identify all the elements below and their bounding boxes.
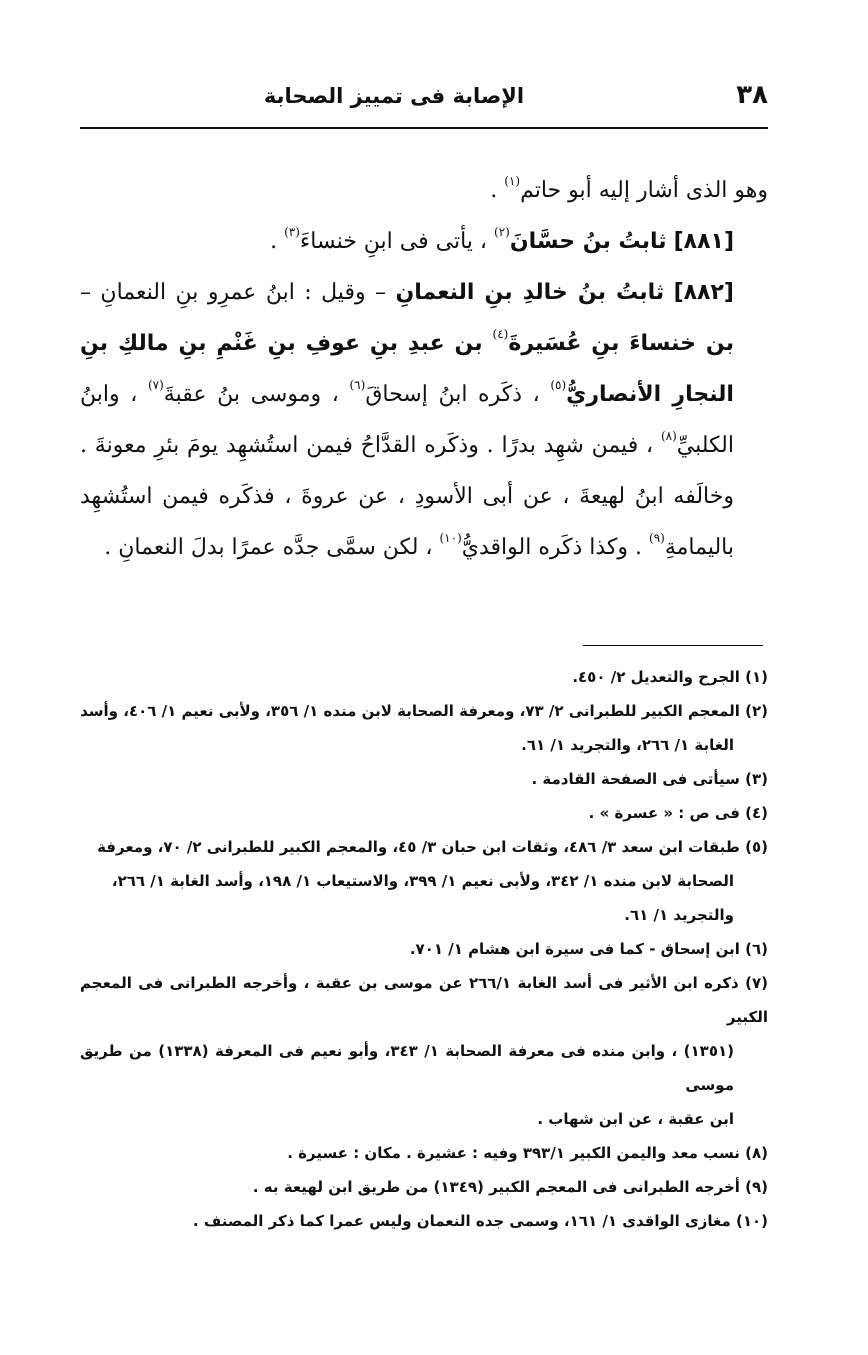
footnote-line: الصحابة لابن منده ١/ ٣٤٢، ولأبى نعيم ١/ ٣٩٩، والاستيعاب ١/ ١٩٨، وأسد الغابة ١/ ٢٦٦، [111, 872, 734, 890]
footnote-4 [80, 796, 768, 830]
intro-paragraph [80, 165, 768, 216]
entry-881 [80, 216, 768, 267]
entry-end: . [270, 229, 285, 254]
footnote-line: (٥) طبقات ابن سعد ٣/ ٤٨٦، وثقات ابن حبان ٣/ ٤٥، والمعجم الكبير للطبرانى ٢/ ٧٠، ومعرفة [97, 838, 768, 856]
footnote-ref: (٧) [147, 378, 164, 392]
entry-number: [٨٨٢] [673, 280, 734, 305]
entry-text: ، ذكَره ابنُ إسحاقَ [365, 382, 551, 407]
footnote-7-cont [80, 1102, 768, 1136]
footnote-line: (٨) نسب معد واليمن الكبير ٣٩٣/١ وفيه : عشيرة . مكان : عسيرة . [287, 1144, 768, 1162]
footnote-line: (٣) سيأتى فى الصفحة القادمة . [531, 770, 768, 788]
footnote-ref: (٨) [660, 429, 677, 443]
footnote-5-cont [80, 898, 768, 932]
page-header [80, 80, 768, 114]
footnote-line: (٤) فى ص : « عسرة » . [588, 804, 768, 822]
page-number: ٣٨ [736, 80, 768, 110]
entry-text: ، يأتى فى ابنِ خنساءَ [299, 229, 495, 254]
footnote-line: (٧) ذكره ابن الأثير فى أسد الغابة ٢٦٦/١ عن موسى بن عقبة ، وأخرجه الطبرانى فى المعجم الكبير [80, 974, 768, 1026]
footnote-ref: (٤) [492, 327, 509, 341]
footnote-ref: (٢) [494, 225, 510, 239]
footnote-line: (١٣٥١) ، وابن منده فى معرفة الصحابة ١/ ٣٤٣، وأبو نعيم فى المعرفة (١٣٣٨) من طريق موسى [80, 1042, 734, 1094]
main-text [80, 165, 768, 573]
entry-name: ثابتُ بنُ حسَّانَ [509, 229, 667, 254]
intro-text: وهو الذى أشار إليه أبو حاتم [520, 178, 768, 203]
footnote-line: الغابة ١/ ٢٦٦، والتجريد ١/ ٦١. [521, 736, 734, 754]
footnote-ref: (٣) [284, 225, 300, 239]
footnote-5-cont [80, 864, 768, 898]
header-rule [80, 127, 768, 129]
footnote-ref: (١) [504, 174, 521, 188]
footnote-7-cont [80, 1034, 768, 1102]
footnote-10 [80, 1204, 768, 1238]
footnote-ref: (٦) [349, 378, 366, 392]
footnote-line: (١٠) مغازى الواقدى ١/ ١٦١، وسمى جده النعمان وليس عمرا كما ذكر المصنف . [192, 1212, 768, 1230]
footnote-2 [80, 694, 768, 728]
footnote-line: والتجريد ١/ ٦١. [624, 906, 734, 924]
footnote-2-cont [80, 728, 768, 762]
entry-text: – وقيل : ابنُ عمرِو بنِ النعمانِ – [80, 280, 396, 305]
entry-text: ، وموسى بنُ عقبةَ [163, 382, 350, 407]
entry-882 [80, 267, 768, 573]
footnotes-divider [583, 645, 763, 646]
footnote-6 [80, 932, 768, 966]
footnote-7 [80, 966, 768, 1034]
footnote-9 [80, 1170, 768, 1204]
entry-text: ، وابنُ الكلبيِّ [80, 382, 734, 458]
footnote-line: (١) الجرح والتعديل ٢/ ٤٥٠. [572, 668, 768, 686]
footnote-line: (٢) المعجم الكبير للطبرانى ٢/ ٧٣، ومعرفة الصحابة لابن منده ١/ ٣٥٦، ولأبى نعيم ١/ ٤٠٦، وأسد [80, 702, 768, 720]
footnote-line: (٦) ابن إسحاق - كما فى سيرة ابن هشام ١/ ٧٠١. [409, 940, 768, 958]
footnote-line: ابن عقبة ، عن ابن شهاب . [537, 1110, 734, 1128]
footnote-5 [80, 830, 768, 864]
footnote-ref: (٩) [649, 531, 665, 545]
entry-name: ثابتُ بنُ خالدِ بنِ النعمانِ [395, 280, 665, 305]
intro-end: . [490, 178, 505, 203]
footnote-3 [80, 762, 768, 796]
footnotes [80, 660, 768, 1238]
entry-text: . وكذا ذكَره الواقديُّ [461, 535, 649, 560]
footnote-ref: (١٠) [439, 531, 462, 545]
running-title: الإصابة فى تمييز الصحابة [263, 84, 525, 108]
footnote-8 [80, 1136, 768, 1170]
lineage-name: بن خنساءَ بنِ عُسَيرةَ [508, 331, 734, 356]
footnote-ref: (٥) [550, 378, 567, 392]
entry-text: ، فيمن شهِد بدرًا . وذكَره القدَّاحُ فيمن استُشهِد يومَ بئرِ معونةَ . وخالَفه ابنُ لهيعةَ ، عن أبى الأسودِ ، عن عروةَ ، فذكَره فيمن استُشهِد باليمامةِ [80, 433, 734, 560]
entry-text: ، لكن سمَّى جدَّه عمرًا بدلَ النعمانِ . [104, 535, 440, 560]
footnote-line: (٩) أخرجه الطبرانى فى المعجم الكبير (١٣٤٩) من طريق ابن لهيعة به . [252, 1178, 768, 1196]
lineage-name: بن عبدِ بنِ عوفِ بنِ غَنْمِ بنِ مالكِ بنِ النجارِ الأنصاريُّ [80, 331, 734, 407]
entry-number: [٨٨١] [673, 229, 734, 254]
footnote-1 [80, 660, 768, 694]
